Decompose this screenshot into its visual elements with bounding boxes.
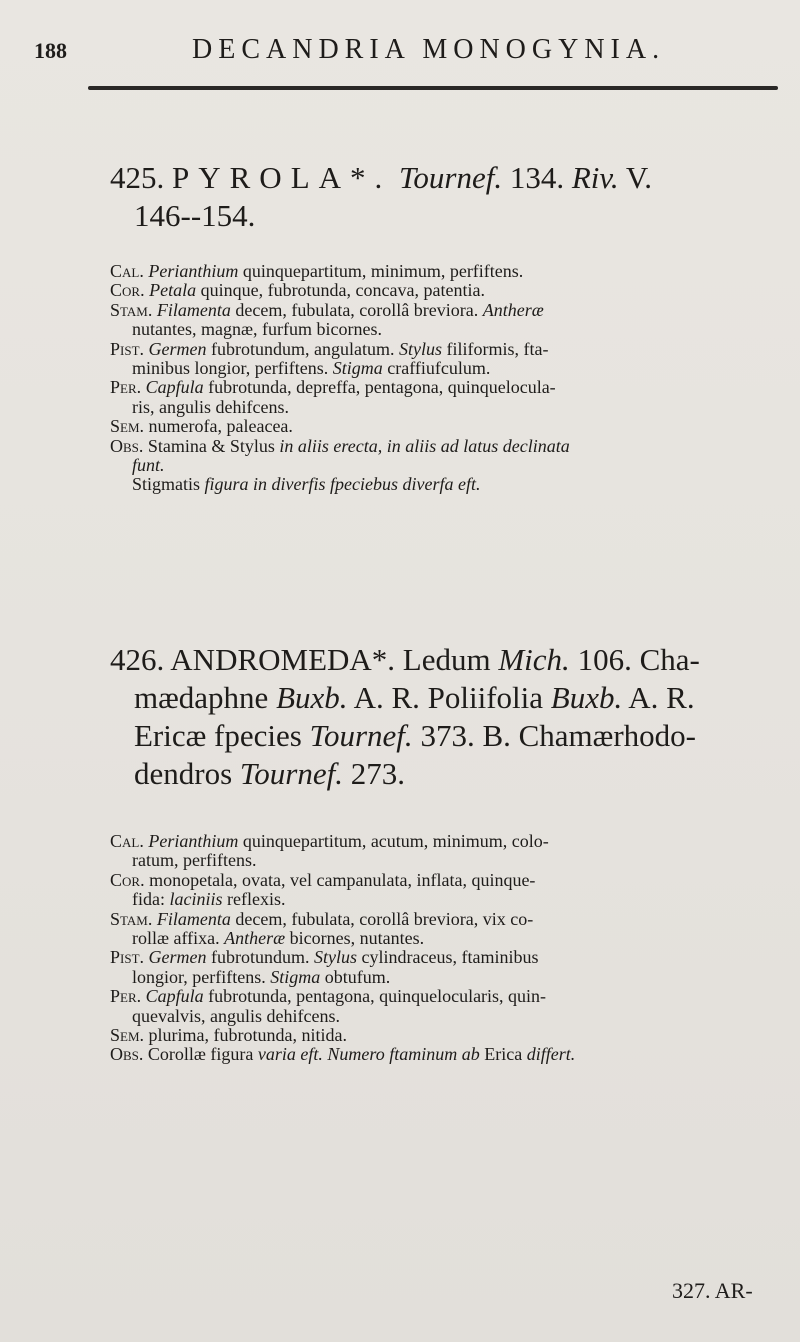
running-title: DECANDRIA MONOGYNIA. (192, 34, 666, 65)
entry-heading-line-2: mædaphne Buxb. A. R. Poliifolia Buxb. A. R. (134, 680, 695, 715)
seed-line: Sem. numerofa, paleacea. (110, 416, 293, 437)
reference-volume: V. (625, 160, 652, 195)
entry-heading-continuation: 146--154. (134, 198, 256, 233)
stamen-line: Stam. Filamenta decem, fubulata, corollâ breviora, vix co- (110, 908, 534, 929)
stamen-line-cont: rollæ affixa. Antheræ bicornes, nutantes. (132, 928, 425, 949)
corolla-line: Cor. monopetala, ovata, vel campanulata, inflata, quinque- (110, 869, 536, 890)
genus-name: PYROLA*. (172, 160, 392, 195)
pericarp-line-cont: quevalvis, angulis dehifcens. (132, 1005, 340, 1026)
entry-heading-andromeda: 426. ANDROMEDA*. Ledum Mich. 106. Cha- (110, 642, 700, 677)
description-andromeda (110, 832, 790, 1065)
pistil-line: Pist. Germen fubrotundum, angulatum. Stylus filiformis, fta- (110, 338, 549, 359)
entry-number: 426. (110, 642, 165, 677)
pistil-line: Pist. Germen fubrotundum. Stylus cylindraceus, ftaminibus (110, 947, 539, 968)
page-number: 188 (34, 38, 67, 63)
observation-line: Obs. Stamina & Stylus in aliis erecta, in aliis ad latus declinata (110, 435, 570, 456)
catchword: 327. AR- (672, 1278, 753, 1303)
observation-line: Obs. Corollæ figura varia eft. Numero ftaminum ab Erica differt. (110, 1044, 576, 1065)
header-rule (88, 86, 778, 90)
running-head (30, 30, 780, 70)
entry-number: 425. (110, 160, 165, 195)
corolla-line-cont: fida: laciniis reflexis. (132, 889, 286, 910)
pericarp-line: Per. Capfula fubrotunda, pentagona, quinquelocularis, quin- (110, 986, 547, 1007)
reference-page: 134. (509, 160, 565, 195)
pistil-line-cont: minibus longior, perfiftens. Stigma craffiufculum. (132, 358, 491, 379)
reference-author: Riv. (571, 160, 619, 195)
pericarp-line: Per. Capfula fubrotunda, depreffa, pentagona, quinquelocula- (110, 377, 556, 398)
observation-line-2: Stigmatis figura in diverfis fpeciebus diverfa eft. (132, 474, 481, 495)
entry-heading-pyrola (110, 158, 652, 198)
calyx-line: Cal. Perianthium quinquepartitum, acutum, minimum, colo- (110, 831, 549, 851)
observation-line-cont: funt. (132, 455, 165, 476)
entry-heading-line-4: dendros Tournef. 273. (134, 756, 405, 791)
entry-heading-line-3: Ericæ fpecies Tournef. 373. B. Chamærhodo- (134, 718, 696, 753)
corolla-line: Cor. Petala quinque, fubrotunda, concava, patentia. (110, 280, 485, 301)
seed-line: Sem. plurima, fubrotunda, nitida. (110, 1025, 347, 1046)
genus-name: ANDROMEDA*. (170, 642, 396, 677)
reference-author: Mich. (498, 642, 570, 677)
pericarp-line-cont: ris, angulis dehifcens. (132, 396, 289, 417)
pistil-line-cont: longior, perfiftens. Stigma obtufum. (132, 966, 391, 987)
calyx-line-cont: ratum, perfiftens. (132, 850, 257, 871)
stamen-line: Stam. Filamenta decem, fubulata, corollâ breviora. Antheræ (110, 299, 544, 320)
reference-author: Tournef. (399, 160, 503, 195)
stamen-line-cont: nutantes, magnæ, furfum bicornes. (132, 319, 382, 340)
calyx-line: Cal. Perianthium quinquepartitum, minimum, perfiftens. (110, 261, 524, 281)
description-pyrola (110, 262, 790, 495)
